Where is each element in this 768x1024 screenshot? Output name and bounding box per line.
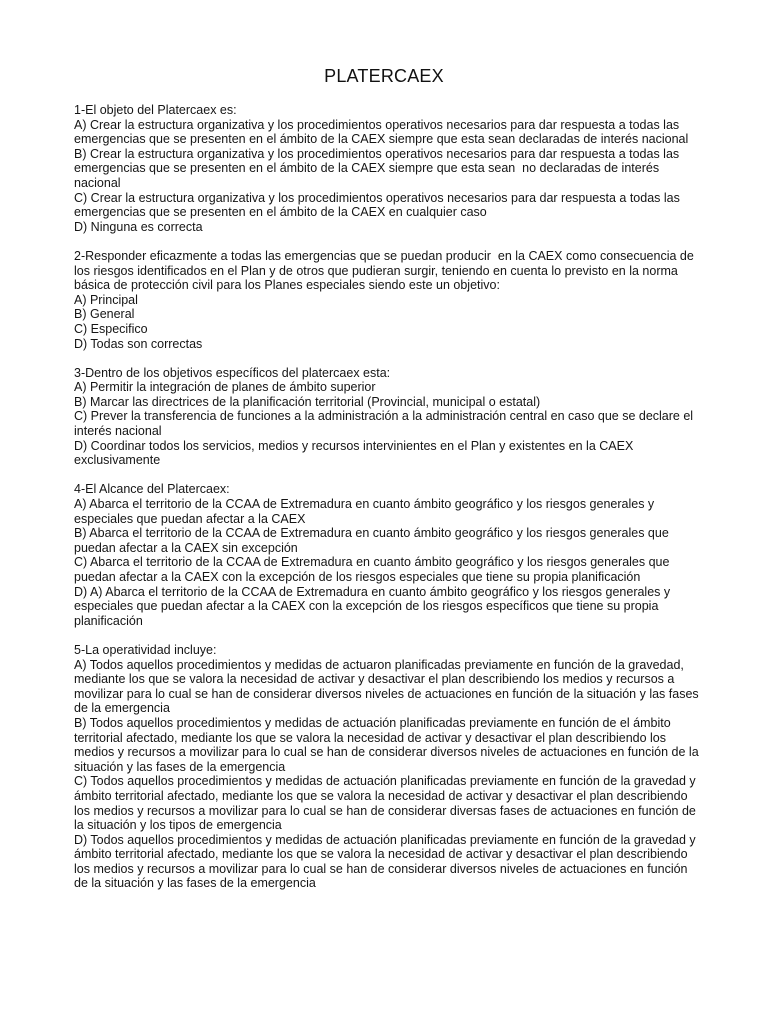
answer-option-d: D) Coordinar todos los servicios, medios y recursos intervinientes en el Plan y existentes en la CAEX exclusivamente [74, 438, 637, 468]
answer-option-c: C) Especifico [74, 321, 148, 336]
answer-option-a: A) Crear la estructura organizativa y los procedimientos operativos necesarios para dar respuesta a todas las emergencias que se presenten en el ámbito de la CAEX siempre que esta sean declaradas de interés nacional [74, 117, 689, 147]
question-prompt: 3-Dentro de los objetivos específicos del platercaex esta: [74, 365, 391, 380]
answer-option-d: D) A) Abarca el territorio de la CCAA de Extremadura en cuanto ámbito geográfico y los riesgos generales y especiales que puedan afectar a la CAEX con la excepción de los riesgos específicos que tiene su propia planificación [74, 584, 674, 628]
answer-option-b: B) Crear la estructura organizativa y los procedimientos operativos necesarios para dar respuesta a todas las emergencias que se presenten en el ámbito de la CAEX siempre que esta sean no declaradas de interés nacional [74, 146, 683, 190]
answer-option-a: A) Principal [74, 292, 138, 307]
question-prompt: 5-La operatividad incluye: [74, 642, 217, 657]
question-4 [74, 482, 704, 628]
question-prompt: 4-El Alcance del Platercaex: [74, 482, 230, 497]
answer-option-b: B) Abarca el territorio de la CCAA de Extremadura en cuanto ámbito geográfico y los riesgos generales que puedan afectar a la CAEX sin excepción [74, 526, 673, 555]
answer-option-a: A) Abarca el territorio de la CCAA de Extremadura en cuanto ámbito geográfico y los riesgos generales y especiales que puedan afectar a la CAEX [74, 497, 658, 526]
answer-option-c: C) Abarca el territorio de la CCAA de Extremadura en cuanto ámbito geográfico y los riesgos generales que puedan afectar a la CAEX con la excepción de los riesgos especiales que tiene su propia planificación [74, 555, 673, 584]
answer-option-b: B) Todos aquellos procedimientos y medidas de actuación planificadas previamente en función de el ámbito territorial afectado, mediante los que se valora la necesidad de activar y desactivar el plan describiendo los medios y recursos a movilizar para lo cual se han de considerar diversos niveles de actuaciones en función de la situación y las fases de la emergencia [74, 715, 703, 774]
answer-option-a: A) Permitir la integración de planes de ámbito superior [74, 380, 376, 395]
question-1 [74, 103, 704, 234]
question-5 [74, 643, 704, 891]
question-3 [74, 366, 704, 468]
answer-option-d: D) Ninguna es correcta [74, 219, 203, 234]
questions-body [74, 103, 704, 906]
answer-option-c: C) Crear la estructura organizativa y los procedimientos operativos necesarios para dar respuesta a todas las emergencias que se presenten en el ámbito de la CAEX en cualquier caso [74, 190, 684, 220]
answer-option-b: B) Marcar las directrices de la planificación territorial (Provincial, municipal o estatal) [74, 394, 541, 409]
answer-option-d: D) Todos aquellos procedimientos y medidas de actuación planificadas previamente en función de la gravedad y ámbito territorial afectado, mediante los que se valora la necesidad de activar y desactivar el plan describiendo los medios y recursos a movilizar para lo cual se han de considerar diversos niveles de actuaciones en función de la situación y las fases de la emergencia [74, 832, 700, 891]
question-prompt: 2-Responder eficazmente a todas las emergencias que se puedan producir en la CAEX como consecuencia de los riesgos identificados en el Plan y de otros que pudieran surgir, teniendo en cuenta lo previsto en la norma básica de protección civil para los Planes especiales siendo este un objetivo: [74, 248, 698, 293]
question-2 [74, 249, 704, 351]
answer-option-c: C) Prever la transferencia de funciones a la administración a la administración central en caso que se declare el interés nacional [74, 409, 697, 439]
document-title: PLATERCAEX [324, 66, 444, 86]
answer-option-b: B) General [74, 307, 135, 322]
answer-option-a: A) Todos aquellos procedimientos y medidas de actuaron planificadas previamente en función de la gravedad, mediante los que se valora la necesidad de activar y desactivar el plan describiendo los medios y recursos a movilizar para lo cual se han de considerar diversos niveles de actuaciones en función de la situación y las fases de la emergencia [74, 657, 703, 716]
answer-option-c: C) Todos aquellos procedimientos y medidas de actuación planificadas previamente en función de la gravedad y ámbito territorial afectado, mediante los que se valora la necesidad de activar y desactivar el plan describiendo los medios y recursos a movilizar para lo cual se han de considerar diversas fases de actuaciones en función de la situación y los tipos de emergencia [74, 774, 700, 833]
question-prompt: 1-El objeto del Platercaex es: [74, 103, 237, 117]
answer-option-d: D) Todas son correctas [74, 336, 203, 351]
